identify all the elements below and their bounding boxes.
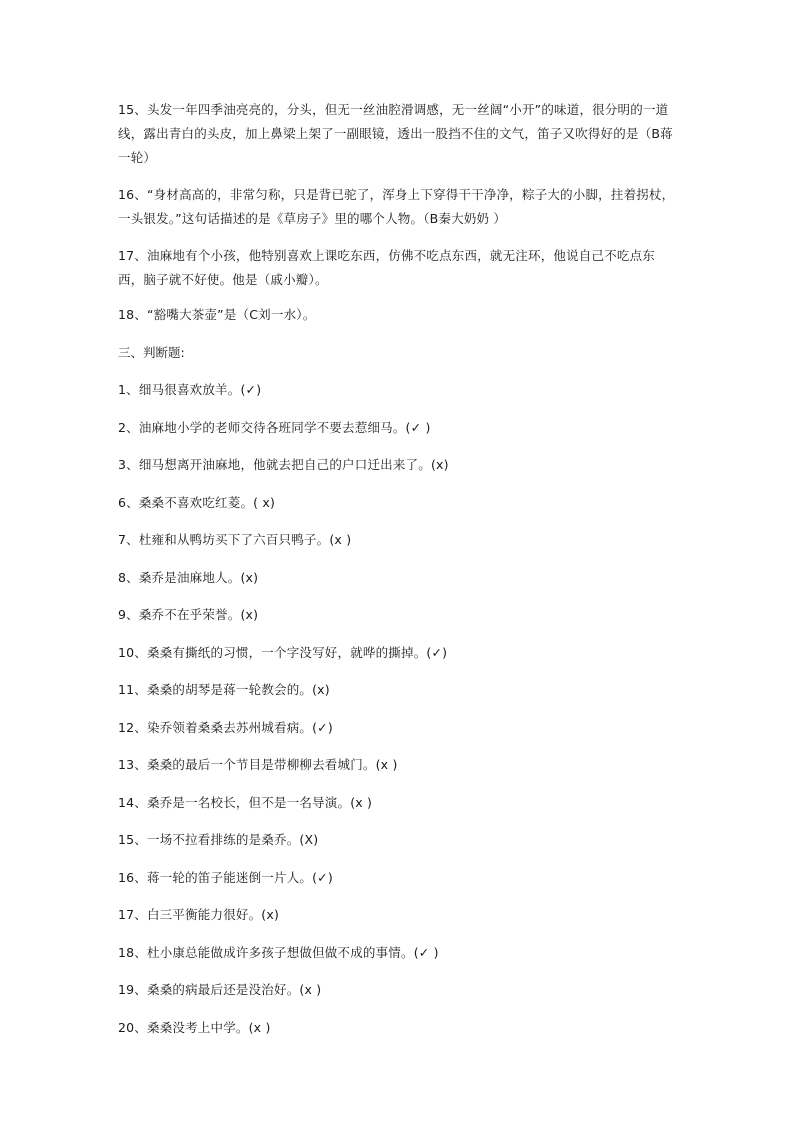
choice-question-18: 18、“豁嘴大茶壶”是（C刘一水）。 [118, 307, 316, 322]
judgment-item: 17、白三平衡能力很好。(x) [118, 907, 280, 922]
judgment-item: 7、杜雍和从鸭坊买下了六百只鸭子。(x ) [118, 532, 352, 547]
choice-question-16: 16、“身材高高的，非常匀称，只是背已驼了，浑身上下穿得干干净净，粽子大的小脚，拄着拐杖，一头银发。”这句话描述的是《草房子》里的哪个人物。（B秦大奶奶 ） [118, 187, 675, 226]
judgment-item: 13、桑桑的最后一个节目是带柳柳去看城门。(x ) [118, 757, 398, 772]
judgment-item: 9、桑乔不在乎荣誉。(x) [118, 607, 259, 622]
judgment-item: 2、油麻地小学的老师交待各班同学不要去惹细马。(✓ ) [118, 419, 431, 435]
judgment-item: 14、桑乔是一名校长，但不是一名导演。(x ) [118, 794, 373, 810]
choice-question-17: 17、油麻地有个小孩，他特别喜欢上课吃东西，仿佛不吃点东西，就无注环，他说自己不吃点东西，脑子就不好使。他是（戚小瓣）。 [118, 248, 656, 287]
choice-question-15: 15、头发一年四季油亮亮的，分头，但无一丝油腔滑调感，无一丝阔“小开”的味道，很分明的一道线，露出青白的头皮，加上鼻梁上架了一副眼镜，透出一股挡不住的文气，笛子又吹得好的是（B蒋一轮） [118, 102, 673, 165]
judgment-item: 8、桑乔是油麻地人。(x) [118, 569, 259, 585]
judgment-item: 19、桑桑的病最后还是没治好。(x ) [118, 982, 322, 997]
judgment-item: 20、桑桑没考上中学。(x ) [118, 1019, 271, 1035]
judgment-item: 16、蒋一轮的笛子能迷倒一片人。(✓) [118, 869, 333, 885]
judgment-item: 3、细马想离开油麻地，他就去把自己的户口迁出来了。(x) [118, 457, 449, 472]
judgment-item: 12、染乔领着桑桑去苏州城看病。(✓) [118, 719, 333, 735]
section-title-judgment: 三、判断题: [118, 344, 185, 360]
judgment-item: 6、桑桑不喜欢吃红菱。( x) [118, 494, 276, 510]
judgment-item: 15、一场不拉看排练的是桑乔。(X) [118, 832, 319, 847]
judgment-item: 1、细马很喜欢放羊。(✓) [118, 382, 262, 397]
judgment-item: 11、桑桑的胡琴是蒋一轮教会的。(x) [118, 682, 330, 697]
judgment-item: 10、桑桑有撕纸的习惯，一个字没写好，就哗的撕掉。(✓) [118, 644, 448, 660]
judgment-item: 18、杜小康总能做成许多孩子想做但做不成的事情。(✓ ) [118, 944, 439, 960]
document-content [118, 98, 680, 1055]
